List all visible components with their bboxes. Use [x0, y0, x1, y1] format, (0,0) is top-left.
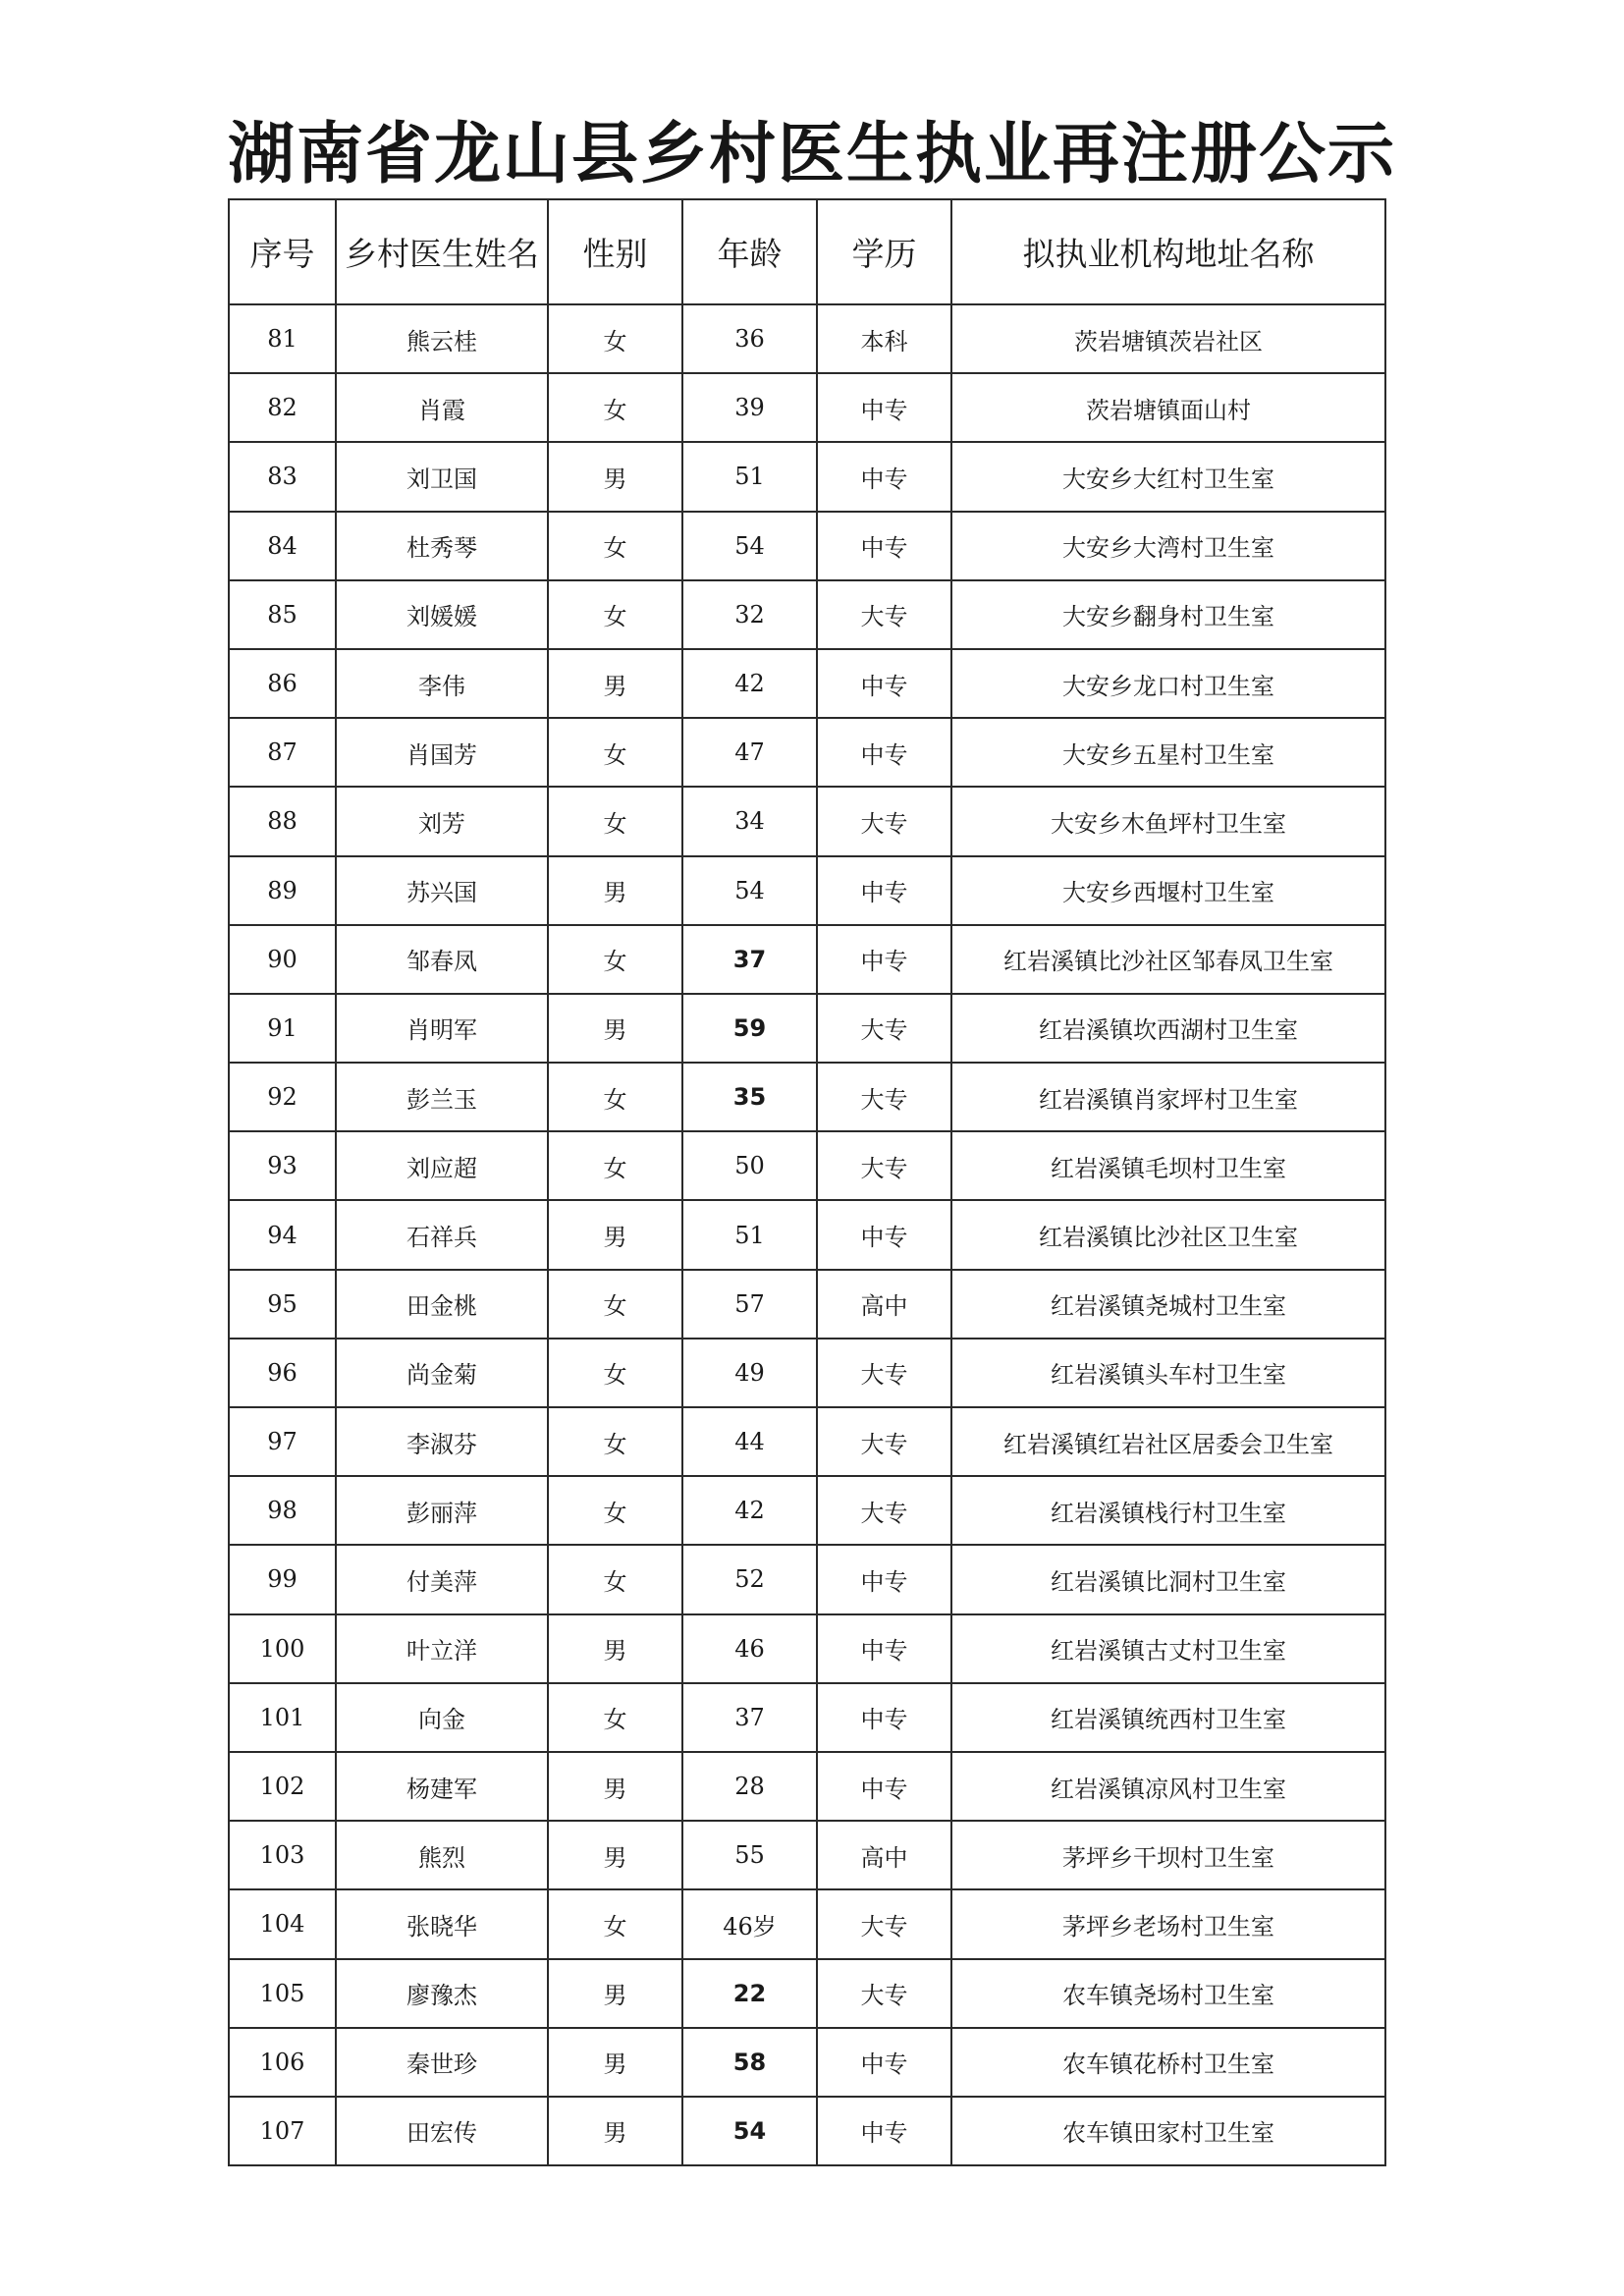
- table-row: [229, 1200, 1385, 1269]
- cell-education: 中专: [817, 373, 951, 442]
- table-row: [229, 1683, 1385, 1752]
- cell-institution-address: 红岩溪镇毛坝村卫生室: [951, 1131, 1385, 1200]
- cell-institution-address: 农车镇尧场村卫生室: [951, 1959, 1385, 2028]
- page-title: 湖南省龙山县乡村医生执业再注册公示: [227, 116, 1396, 193]
- cell-sex: 女: [548, 1407, 682, 1476]
- table-row: [229, 1063, 1385, 1131]
- table-row: [229, 1545, 1385, 1613]
- cell-institution-address: 茨岩塘镇面山村: [951, 373, 1385, 442]
- cell-serial-number: 96: [229, 1339, 336, 1407]
- table-row: [229, 1614, 1385, 1683]
- table-row: [229, 1476, 1385, 1545]
- cell-sex: 女: [548, 1889, 682, 1958]
- cell-institution-address: 农车镇田家村卫生室: [951, 2097, 1385, 2165]
- cell-institution-address: 红岩溪镇红岩社区居委会卫生室: [951, 1407, 1385, 1476]
- header-education: 学历: [817, 199, 951, 304]
- table-row: [229, 1407, 1385, 1476]
- cell-serial-number: 83: [229, 442, 336, 511]
- cell-sex: 女: [548, 580, 682, 649]
- cell-age: 55: [682, 1821, 817, 1889]
- table-row: [229, 649, 1385, 718]
- cell-age: 28: [682, 1752, 817, 1821]
- cell-education: 本科: [817, 304, 951, 373]
- cell-age: 46岁: [682, 1889, 817, 1958]
- cell-education: 大专: [817, 1476, 951, 1545]
- cell-age: 46: [682, 1614, 817, 1683]
- cell-serial-number: 84: [229, 512, 336, 580]
- cell-age: 37: [682, 1683, 817, 1752]
- cell-education: 中专: [817, 718, 951, 787]
- cell-doctor-name: 肖霞: [336, 373, 548, 442]
- cell-serial-number: 89: [229, 856, 336, 925]
- cell-serial-number: 90: [229, 925, 336, 994]
- cell-age: 59: [682, 994, 817, 1063]
- cell-doctor-name: 田金桃: [336, 1270, 548, 1339]
- cell-age: 34: [682, 787, 817, 855]
- table-header-row: [229, 199, 1385, 304]
- cell-sex: 女: [548, 304, 682, 373]
- cell-doctor-name: 秦世珍: [336, 2028, 548, 2097]
- cell-institution-address: 红岩溪镇统西村卫生室: [951, 1683, 1385, 1752]
- cell-education: 中专: [817, 649, 951, 718]
- cell-doctor-name: 刘卫国: [336, 442, 548, 511]
- cell-serial-number: 85: [229, 580, 336, 649]
- cell-sex: 男: [548, 1821, 682, 1889]
- cell-education: 中专: [817, 2028, 951, 2097]
- table-row: [229, 373, 1385, 442]
- cell-sex: 男: [548, 2097, 682, 2165]
- cell-age: 35: [682, 1063, 817, 1131]
- cell-doctor-name: 苏兴国: [336, 856, 548, 925]
- cell-education: 中专: [817, 512, 951, 580]
- cell-education: 大专: [817, 1407, 951, 1476]
- cell-institution-address: 大安乡木鱼坪村卫生室: [951, 787, 1385, 855]
- cell-institution-address: 大安乡大湾村卫生室: [951, 512, 1385, 580]
- cell-serial-number: 101: [229, 1683, 336, 1752]
- cell-age: 39: [682, 373, 817, 442]
- cell-sex: 女: [548, 1339, 682, 1407]
- cell-serial-number: 86: [229, 649, 336, 718]
- cell-doctor-name: 付美萍: [336, 1545, 548, 1613]
- table-row: [229, 304, 1385, 373]
- header-sex: 性别: [548, 199, 682, 304]
- cell-age: 52: [682, 1545, 817, 1613]
- cell-education: 大专: [817, 994, 951, 1063]
- cell-education: 大专: [817, 1063, 951, 1131]
- cell-institution-address: 大安乡五星村卫生室: [951, 718, 1385, 787]
- cell-doctor-name: 肖明军: [336, 994, 548, 1063]
- cell-serial-number: 103: [229, 1821, 336, 1889]
- cell-institution-address: 大安乡龙口村卫生室: [951, 649, 1385, 718]
- cell-age: 54: [682, 512, 817, 580]
- cell-sex: 女: [548, 1683, 682, 1752]
- cell-serial-number: 92: [229, 1063, 336, 1131]
- cell-doctor-name: 彭兰玉: [336, 1063, 548, 1131]
- table-row: [229, 718, 1385, 787]
- cell-age: 36: [682, 304, 817, 373]
- table-row: [229, 2028, 1385, 2097]
- cell-sex: 男: [548, 442, 682, 511]
- cell-doctor-name: 廖豫杰: [336, 1959, 548, 2028]
- table-row: [229, 787, 1385, 855]
- cell-doctor-name: 李淑芬: [336, 1407, 548, 1476]
- cell-doctor-name: 尚金菊: [336, 1339, 548, 1407]
- cell-education: 中专: [817, 1683, 951, 1752]
- cell-education: 中专: [817, 925, 951, 994]
- header-institution-address: 拟执业机构地址名称: [951, 199, 1385, 304]
- cell-sex: 女: [548, 373, 682, 442]
- cell-education: 大专: [817, 1959, 951, 2028]
- cell-age: 51: [682, 1200, 817, 1269]
- cell-sex: 男: [548, 1200, 682, 1269]
- table-row: [229, 1270, 1385, 1339]
- cell-doctor-name: 张晓华: [336, 1889, 548, 1958]
- table-row: [229, 1131, 1385, 1200]
- cell-age: 49: [682, 1339, 817, 1407]
- cell-sex: 男: [548, 1752, 682, 1821]
- cell-age: 47: [682, 718, 817, 787]
- cell-education: 大专: [817, 787, 951, 855]
- table-row: [229, 1889, 1385, 1958]
- cell-serial-number: 93: [229, 1131, 336, 1200]
- cell-doctor-name: 刘媛媛: [336, 580, 548, 649]
- cell-institution-address: 红岩溪镇古丈村卫生室: [951, 1614, 1385, 1683]
- cell-serial-number: 105: [229, 1959, 336, 2028]
- cell-serial-number: 81: [229, 304, 336, 373]
- cell-serial-number: 107: [229, 2097, 336, 2165]
- cell-doctor-name: 肖国芳: [336, 718, 548, 787]
- cell-education: 中专: [817, 1545, 951, 1613]
- cell-education: 中专: [817, 856, 951, 925]
- cell-serial-number: 87: [229, 718, 336, 787]
- header-age: 年龄: [682, 199, 817, 304]
- table-row: [229, 1821, 1385, 1889]
- table-row: [229, 1959, 1385, 2028]
- cell-sex: 男: [548, 649, 682, 718]
- cell-institution-address: 大安乡翻身村卫生室: [951, 580, 1385, 649]
- cell-education: 大专: [817, 580, 951, 649]
- table-row: [229, 2097, 1385, 2165]
- table-row: [229, 1752, 1385, 1821]
- cell-serial-number: 104: [229, 1889, 336, 1958]
- table-row: [229, 856, 1385, 925]
- cell-education: 大专: [817, 1131, 951, 1200]
- cell-sex: 女: [548, 925, 682, 994]
- cell-sex: 女: [548, 512, 682, 580]
- cell-institution-address: 红岩溪镇比洞村卫生室: [951, 1545, 1385, 1613]
- cell-doctor-name: 叶立洋: [336, 1614, 548, 1683]
- cell-doctor-name: 田宏传: [336, 2097, 548, 2165]
- cell-age: 32: [682, 580, 817, 649]
- cell-education: 中专: [817, 2097, 951, 2165]
- cell-sex: 男: [548, 1614, 682, 1683]
- cell-serial-number: 91: [229, 994, 336, 1063]
- cell-institution-address: 红岩溪镇肖家坪村卫生室: [951, 1063, 1385, 1131]
- cell-age: 51: [682, 442, 817, 511]
- table-row: [229, 580, 1385, 649]
- cell-serial-number: 97: [229, 1407, 336, 1476]
- cell-sex: 男: [548, 856, 682, 925]
- table-row: [229, 512, 1385, 580]
- cell-doctor-name: 熊烈: [336, 1821, 548, 1889]
- cell-institution-address: 红岩溪镇坎西湖村卫生室: [951, 994, 1385, 1063]
- cell-serial-number: 102: [229, 1752, 336, 1821]
- cell-sex: 男: [548, 1959, 682, 2028]
- cell-institution-address: 茅坪乡干坝村卫生室: [951, 1821, 1385, 1889]
- cell-education: 中专: [817, 1614, 951, 1683]
- cell-institution-address: 红岩溪镇栈行村卫生室: [951, 1476, 1385, 1545]
- header-serial-number: 序号: [229, 199, 336, 304]
- cell-education: 大专: [817, 1339, 951, 1407]
- cell-age: 42: [682, 1476, 817, 1545]
- cell-doctor-name: 杨建军: [336, 1752, 548, 1821]
- cell-institution-address: 红岩溪镇比沙社区邹春凤卫生室: [951, 925, 1385, 994]
- cell-serial-number: 95: [229, 1270, 336, 1339]
- cell-sex: 女: [548, 1131, 682, 1200]
- cell-serial-number: 100: [229, 1614, 336, 1683]
- cell-doctor-name: 杜秀琴: [336, 512, 548, 580]
- cell-sex: 男: [548, 994, 682, 1063]
- cell-institution-address: 茨岩塘镇茨岩社区: [951, 304, 1385, 373]
- cell-age: 54: [682, 2097, 817, 2165]
- header-doctor-name: 乡村医生姓名: [336, 199, 548, 304]
- cell-sex: 女: [548, 1545, 682, 1613]
- cell-serial-number: 106: [229, 2028, 336, 2097]
- cell-education: 高中: [817, 1821, 951, 1889]
- cell-age: 22: [682, 1959, 817, 2028]
- cell-institution-address: 红岩溪镇比沙社区卫生室: [951, 1200, 1385, 1269]
- cell-institution-address: 红岩溪镇尧城村卫生室: [951, 1270, 1385, 1339]
- cell-serial-number: 82: [229, 373, 336, 442]
- cell-serial-number: 99: [229, 1545, 336, 1613]
- cell-sex: 女: [548, 1270, 682, 1339]
- cell-age: 54: [682, 856, 817, 925]
- cell-education: 中专: [817, 1200, 951, 1269]
- cell-institution-address: 红岩溪镇头车村卫生室: [951, 1339, 1385, 1407]
- table-row: [229, 1339, 1385, 1407]
- cell-serial-number: 94: [229, 1200, 336, 1269]
- cell-doctor-name: 彭丽萍: [336, 1476, 548, 1545]
- cell-doctor-name: 邹春凤: [336, 925, 548, 994]
- cell-education: 高中: [817, 1270, 951, 1339]
- cell-age: 37: [682, 925, 817, 994]
- cell-age: 50: [682, 1131, 817, 1200]
- doctor-registry-table: [228, 198, 1386, 2166]
- cell-education: 中专: [817, 442, 951, 511]
- table-body: [229, 304, 1385, 2165]
- cell-institution-address: 大安乡大红村卫生室: [951, 442, 1385, 511]
- cell-sex: 女: [548, 1476, 682, 1545]
- cell-education: 大专: [817, 1889, 951, 1958]
- cell-institution-address: 茅坪乡老场村卫生室: [951, 1889, 1385, 1958]
- cell-age: 57: [682, 1270, 817, 1339]
- cell-age: 42: [682, 649, 817, 718]
- cell-sex: 女: [548, 1063, 682, 1131]
- cell-sex: 女: [548, 787, 682, 855]
- cell-doctor-name: 熊云桂: [336, 304, 548, 373]
- cell-serial-number: 88: [229, 787, 336, 855]
- cell-doctor-name: 向金: [336, 1683, 548, 1752]
- cell-sex: 男: [548, 2028, 682, 2097]
- cell-education: 中专: [817, 1752, 951, 1821]
- table-row: [229, 442, 1385, 511]
- cell-serial-number: 98: [229, 1476, 336, 1545]
- cell-institution-address: 红岩溪镇凉风村卫生室: [951, 1752, 1385, 1821]
- cell-doctor-name: 李伟: [336, 649, 548, 718]
- cell-age: 58: [682, 2028, 817, 2097]
- cell-age: 44: [682, 1407, 817, 1476]
- table-row: [229, 925, 1385, 994]
- cell-institution-address: 大安乡西堰村卫生室: [951, 856, 1385, 925]
- cell-doctor-name: 刘应超: [336, 1131, 548, 1200]
- table-row: [229, 994, 1385, 1063]
- cell-doctor-name: 石祥兵: [336, 1200, 548, 1269]
- cell-sex: 女: [548, 718, 682, 787]
- cell-doctor-name: 刘芳: [336, 787, 548, 855]
- cell-institution-address: 农车镇花桥村卫生室: [951, 2028, 1385, 2097]
